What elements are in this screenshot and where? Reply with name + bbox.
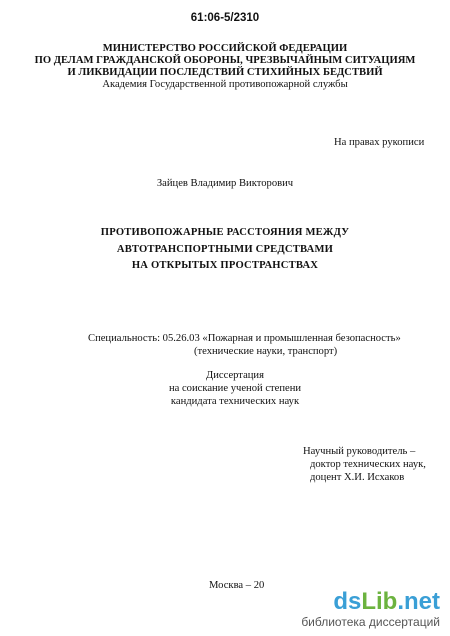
ministry-line-1: МИНИСТЕРСТВО РОССИЙСКОЙ ФЕДЕРАЦИИ bbox=[102, 43, 348, 54]
archive-stamp: 61:06-5/2310 bbox=[190, 12, 260, 24]
supervisor-line-2: доктор технических наук, bbox=[310, 459, 426, 470]
specialty-block bbox=[88, 332, 401, 358]
supervisor-line-1: Научный руководитель – bbox=[303, 446, 416, 457]
ministry-header bbox=[0, 43, 450, 91]
watermark-subtitle: библиотека диссертаций bbox=[301, 615, 440, 629]
dissertation-line-1: Диссертация bbox=[206, 370, 264, 381]
supervisor-block bbox=[303, 445, 426, 484]
specialty-line-2: (технические науки, транспорт) bbox=[194, 346, 338, 357]
dissertation-line-2: на соискание ученой степени bbox=[168, 383, 302, 394]
dissertation-line-3: кандидата технических наук bbox=[170, 396, 300, 407]
supervisor-line-3: доцент Х.И. Исхаков bbox=[310, 472, 405, 483]
logo-lib: Lib bbox=[361, 588, 398, 615]
logo-net: .net bbox=[397, 588, 440, 615]
dslib-watermark[interactable] bbox=[301, 590, 440, 629]
specialty-line-1: Специальность: 05.26.03 «Пожарная и промышленная безопасность» bbox=[88, 333, 401, 344]
dissertation-degree-block bbox=[160, 369, 310, 408]
logo-ds: ds bbox=[333, 588, 362, 615]
title-line-1: ПРОТИВОПОЖАРНЫЕ РАССТОЯНИЯ МЕЖДУ bbox=[100, 227, 350, 238]
dslib-logo[interactable] bbox=[301, 590, 440, 614]
dissertation-title bbox=[0, 225, 450, 275]
academy-name: Академия Государственной противопожарной службы bbox=[102, 79, 348, 90]
manuscript-rights: На правах рукописи bbox=[334, 137, 425, 148]
title-line-3: НА ОТКРЫТЫХ ПРОСТРАНСТВАХ bbox=[131, 260, 319, 271]
author-name: Зайцев Владимир Викторович bbox=[156, 178, 294, 189]
ministry-line-3: И ЛИКВИДАЦИИ ПОСЛЕДСТВИЙ СТИХИЙНЫХ БЕДСТВИЙ bbox=[67, 67, 383, 78]
title-line-2: АВТОТРАНСПОРТНЫМИ СРЕДСТВАМИ bbox=[116, 243, 334, 255]
city-year: Москва – 20 bbox=[209, 580, 265, 591]
ministry-line-2: ПО ДЕЛАМ ГРАЖДАНСКОЙ ОБОРОНЫ, ЧРЕЗВЫЧАЙНЫМ СИТУАЦИЯМ bbox=[34, 55, 416, 66]
